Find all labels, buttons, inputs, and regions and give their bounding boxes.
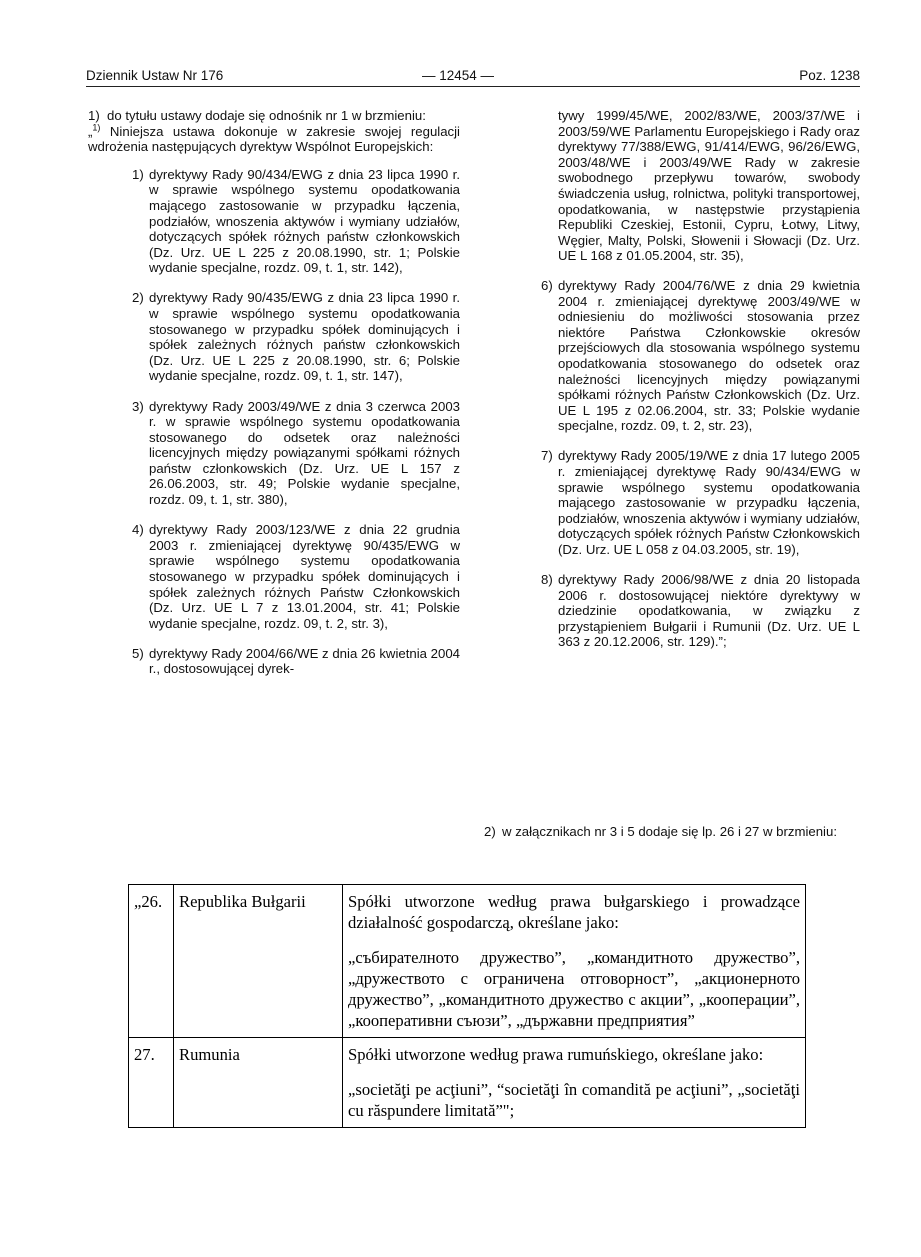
directive-item <box>132 399 460 508</box>
table-row <box>129 1038 806 1128</box>
left-column <box>88 108 460 692</box>
directive-text: dyrektywy Rady 90/434/EWG z dnia 23 lipca 1990 r. w sprawie wspólnego systemu opodatkowania mającego zastosowanie w przypadku łączenia, podziałów, wnoszenia aktywów i wymiany udziałów, dotyczących spółek różnych państw członkowskich (Dz. Urz. UE L 225 z 20.08.1990, str. 1; Polskie wydanie specjalne, rozdz. 09, t. 1, str. 142), <box>149 166 460 276</box>
directive-continuation: tywy 1999/45/WE, 2002/83/WE, 2003/37/WE i 2003/59/WE Parlamentu Europejskiego i Rady oraz dyrektywy 77/388/EWG, 91/414/EWG, 96/26/EWG, 2003/48/WE i 2003/49/WE Rady w zakresie swobodnego przepływu towarów, swobody świadczenia usług, rolnictwa, polityki transportowej, opodatkowania, w następstwie przystąpienia Republiki Czeskiej, Estonii, Cypru, Łotwy, Litwy, Węgier, Malty, Polski, Słowenii i Słowacji (Dz. Urz. UE L 168 z 01.05.2004, str. 35), <box>558 108 860 264</box>
directive-item <box>541 278 860 434</box>
company-forms: „societăţi pe acţiuni”, “societăţi în comandită pe acţiuni”, „societăţi cu răspundere limitată”"; <box>348 1080 800 1120</box>
company-forms-cell <box>343 1038 806 1128</box>
company-forms-cell <box>343 885 806 1038</box>
directive-number: 3) <box>132 398 144 414</box>
directive-text: dyrektywy Rady 2006/98/WE z dnia 20 listopada 2006 r. dostosowującej niektóre dyrektywy w dziedzinie opodatkowania, w związku z przystąpieniem Bułgarii i Rumunii (Dz. Urz. UE L 363 z 20.12.2006, str. 129).”; <box>558 572 860 650</box>
page-number: — 12454 — <box>422 68 495 83</box>
amendment-item-1 <box>88 108 460 124</box>
directive-item <box>541 572 860 650</box>
directive-item <box>132 167 460 276</box>
directive-text: dyrektywy Rady 90/435/EWG z dnia 23 lipca 1990 r. w sprawie wspólnego systemu opodatkowania stosowanego w przypadku spółek dominujących i spółek zależnych różnych państw członkowskich (Dz. Urz. UE L 225 z 20.08.1990, str. 6; Polskie wydanie specjalne, rozdz. 09, t. 1, str. 147), <box>149 290 460 384</box>
header-rule <box>86 86 860 87</box>
row-number: 27. <box>129 1038 174 1128</box>
directive-text: dyrektywy Rady 2004/66/WE z dnia 26 kwietnia 2004 r., dostosowującej dyrek- <box>149 645 460 677</box>
directive-item <box>541 448 860 557</box>
country-name: Rumunia <box>174 1038 343 1128</box>
directive-number: 7) <box>541 448 553 464</box>
item-text: do tytułu ustawy dodaje się odnośnik nr 1 w brzmieniu: <box>107 108 426 123</box>
row-number: „26. <box>129 885 174 1038</box>
directive-text: dyrektywy Rady 2003/123/WE z dnia 22 grudnia 2003 r. zmieniającej dyrektywę 90/435/EWG w sprawie wspólnego systemu opodatkowania stosowanego w przypadku spółek dominujących i spółek zależnych różnych Państw Członkowskich (Dz. Urz. UE L 7 z 13.01.2004, str. 41; Polskie wydanie specjalne, rozdz. 09, t. 2, str. 3), <box>149 522 460 631</box>
directive-item <box>132 522 460 631</box>
directive-number: 5) <box>132 645 144 661</box>
directive-text: dyrektywy Rady 2003/49/WE z dnia 3 czerwca 2003 r. w sprawie wspólnego systemu opodatkowania stosowanego do odsetek oraz należności licencyjnych między powiązanymi spółkami różnych państw członkowskich (Dz. Urz. UE L 157 z 26.06.2003, str. 49; Polskie wydanie specjalne, rozdz. 09, t. 1, str. 380), <box>149 398 460 508</box>
directive-number: 2) <box>132 290 144 306</box>
journal-title: Dziennik Ustaw Nr 176 <box>86 68 224 83</box>
description: Spółki utworzone według prawa bułgarskiego i prowadzące działalność gospodarczą, określane jako: <box>348 892 800 932</box>
quote-mark: „ <box>88 123 93 139</box>
right-column <box>488 108 860 665</box>
item-number: 2) <box>484 824 496 839</box>
directive-number: 1) <box>132 166 144 182</box>
item-text: w załącznikach nr 3 i 5 dodaje się lp. 26 i 27 w brzmieniu: <box>502 824 837 839</box>
directive-item <box>132 646 460 677</box>
annex-table <box>128 884 806 1128</box>
directive-number: 6) <box>541 277 553 293</box>
directive-text: dyrektywy Rady 2004/76/WE z dnia 29 kwietnia 2004 r. zmieniającej dyrektywę 2003/49/WE w odniesieniu do możliwości stosowania przez niektóre Państwa Członkowskie okresów przejściowych dla stosowania wspólnego systemu opodatkowania stosowanego do odsetek oraz należności licencyjnych między powiązanymi spółkami różnych Państw Członkowskich (Dz. Urz. UE L 195 z 02.06.2004, str. 33; Polskie wydanie specjalne, rozdz. 09, t. 2, str. 23), <box>558 277 860 434</box>
footnote-text: Niniejsza ustawa dokonuje w zakresie swojej regulacji wdrożenia następujących dyrektyw Wspólnot Europejskich: <box>88 123 460 155</box>
directive-item <box>132 290 460 384</box>
directive-list-left <box>132 167 460 677</box>
directive-number: 4) <box>132 522 144 538</box>
item-number: 1) <box>88 108 100 123</box>
directive-text: dyrektywy Rady 2005/19/WE z dnia 17 lutego 2005 r. zmieniającej dyrektywę Rady 90/434/EWG w sprawie wspólnego systemu opodatkowania mającego zastosowanie w przypadku łączenia, podziałów, wnoszenia aktywów i wymiany udziałów, dotyczących spółek różnych Państw Członkowskich (Dz. Urz. UE L 058 z 04.03.2005, str. 19), <box>558 448 860 557</box>
description: Spółki utworzone według prawa rumuńskiego, określane jako: <box>348 1045 764 1064</box>
directive-list-right <box>541 278 860 650</box>
table-row <box>129 885 806 1038</box>
position-number: Poz. 1238 <box>799 68 860 83</box>
footnote-intro <box>88 124 460 155</box>
amendment-item-2 <box>484 824 858 840</box>
footnote-mark: 1) <box>92 122 101 133</box>
country-name: Republika Bułgarii <box>174 885 343 1038</box>
company-forms: „събирателното дружество”, „командитното дружество”, „дружеството с ограничена отговорност”, „акционерното дружество”, „командитното дружество с акции”, „кооперации”, „кооперативни съюзи”, „държавни предприятия” <box>348 948 800 1030</box>
page-header <box>86 68 860 84</box>
directive-number: 8) <box>541 572 553 588</box>
